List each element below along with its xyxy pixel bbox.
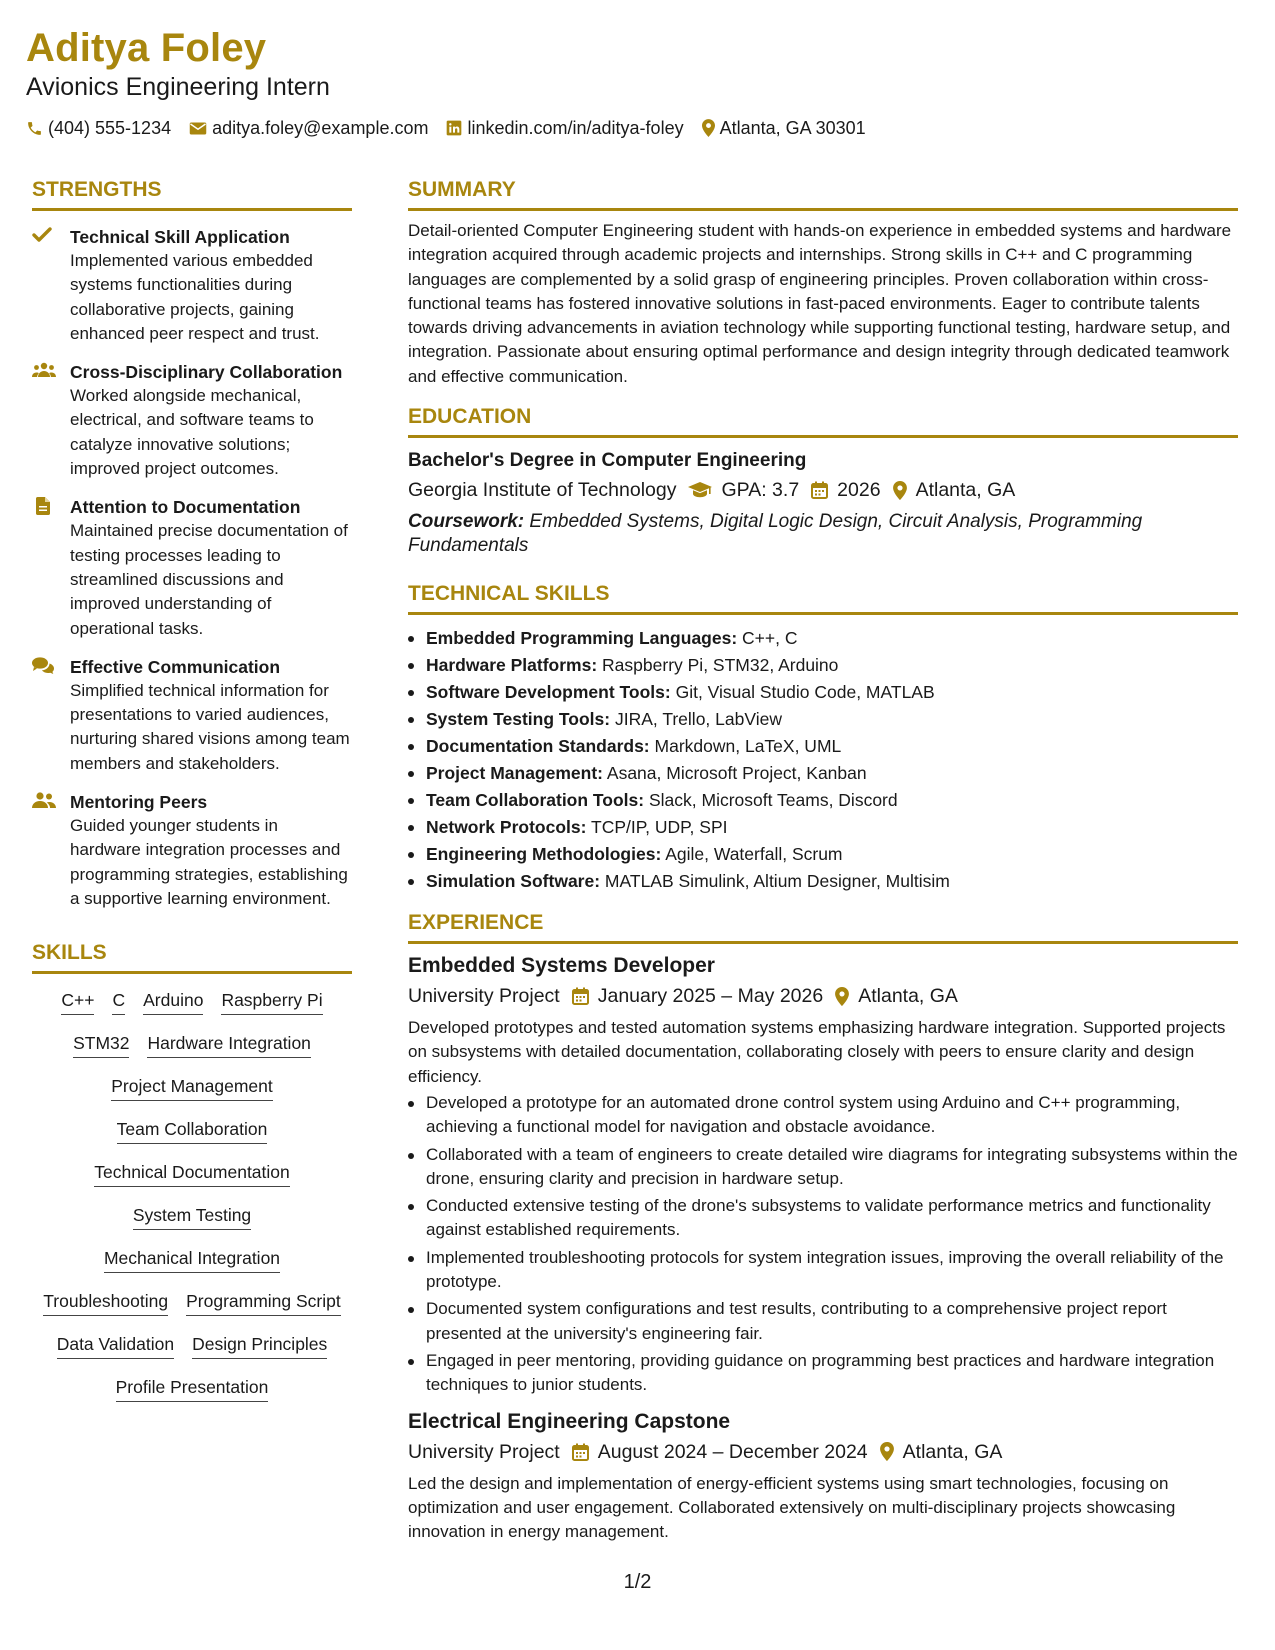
strength-title: Effective Communication <box>70 656 281 677</box>
users-group-icon <box>32 362 56 378</box>
calendar-icon <box>572 1443 589 1461</box>
chat-bubbles-icon <box>32 657 54 674</box>
summary-heading: SUMMARY <box>408 176 1238 211</box>
coursework-label: Coursework: <box>408 511 525 533</box>
strength-item <box>32 360 352 481</box>
technical-skills-section <box>408 580 1238 895</box>
skill-value: Asana, Microsoft Project, Kanban <box>606 763 867 784</box>
education-meta <box>408 476 1238 504</box>
location-pin-icon <box>702 119 715 137</box>
job-description: Led the design and implementation of energy-efficient systems using smart technologies, focusing on optimization and user engagement. Collaborated extensively on multi-disciplinary projects showcasing innovation in energy management. <box>408 1473 1176 1542</box>
skill-value: Git, Visual Studio Code, MATLAB <box>675 682 935 703</box>
contact-linkedin[interactable] <box>446 116 683 140</box>
user-pair-icon <box>32 792 56 808</box>
skill-label: Project Management: <box>426 763 603 784</box>
linkedin-icon <box>446 120 462 136</box>
skill-tag: Programming Script <box>186 1289 341 1316</box>
skill-label: Team Collaboration Tools: <box>426 790 645 811</box>
graduation-year: 2026 <box>837 479 881 502</box>
job-location: Atlanta, GA <box>858 985 958 1008</box>
strength-title: Mentoring Peers <box>70 792 208 813</box>
strength-title: Technical Skill Application <box>70 227 290 247</box>
candidate-name: Aditya Foley <box>26 26 267 70</box>
page-indicator: 1/2 <box>623 1571 652 1593</box>
strengths-heading: STRENGTHS <box>32 176 352 211</box>
list-item: Documented system configurations and test results, contributing to a comprehensive project report presented at the university's engineering fair. <box>408 1297 1238 1346</box>
skill-tag: Design Principles <box>192 1332 327 1359</box>
skill-tag: Profile Presentation <box>116 1375 269 1402</box>
list-item <box>408 733 1238 760</box>
skill-tag: Technical Documentation <box>94 1160 290 1187</box>
strength-desc: Worked alongside mechanical, electrical, and software teams to catalyze innovative solutions; improved project outcomes. <box>70 386 314 479</box>
strength-item <box>32 790 352 911</box>
list-item <box>408 625 1238 652</box>
skill-tag: Project Management <box>111 1074 272 1101</box>
skill-label: Engineering Methodologies: <box>426 844 662 865</box>
job-org: University Project <box>408 1440 560 1463</box>
job-meta <box>408 1438 1238 1466</box>
phone-icon <box>26 120 43 137</box>
job-bullets <box>408 1091 1238 1398</box>
skill-label: Network Protocols: <box>426 817 587 838</box>
skill-value: Raspberry Pi, STM32, Arduino <box>602 655 839 676</box>
list-item <box>408 679 1238 706</box>
contact-phone[interactable] <box>26 116 171 140</box>
strength-item <box>32 225 352 346</box>
phone-text: (404) 555-1234 <box>48 118 172 138</box>
right-column <box>408 176 1238 1544</box>
list-item <box>408 760 1238 787</box>
list-item: Engaged in peer mentoring, providing guidance on programming best practices and hardware integration techniques to junior students. <box>408 1349 1238 1398</box>
strength-desc: Maintained precise documentation of testing processes leading to streamlined discussions and improved understanding of operational tasks. <box>70 521 348 638</box>
contact-bar <box>26 116 1246 140</box>
degree-title: Bachelor's Degree in Computer Engineering <box>408 450 807 472</box>
strength-desc: Guided younger students in hardware integration processes and programming strategies, establishing a supportive learning environment. <box>70 816 348 908</box>
job-title: Electrical Engineering Capstone <box>408 1409 731 1433</box>
strength-desc: Implemented various embedded systems functionalities during collaborative projects, gaining enhanced peer respect and trust. <box>70 251 320 343</box>
skill-value: Slack, Microsoft Teams, Discord <box>648 790 898 811</box>
skills-heading: SKILLS <box>32 939 352 974</box>
skill-tag: Mechanical Integration <box>104 1246 280 1273</box>
location-pin-icon <box>880 1442 894 1461</box>
list-item <box>408 706 1238 733</box>
skill-value: Agile, Waterfall, Scrum <box>665 844 843 865</box>
email-text: aditya.foley@example.com <box>212 118 429 138</box>
checkmark-icon <box>32 227 52 243</box>
experience-section <box>408 909 1238 1544</box>
strength-item <box>32 655 352 776</box>
skill-tag: C++ <box>61 988 94 1015</box>
linkedin-text: linkedin.com/in/aditya-foley <box>467 118 684 138</box>
job-location: Atlanta, GA <box>902 1440 1003 1463</box>
education-heading: EDUCATION <box>408 403 1238 438</box>
job-description: Developed prototypes and tested automation systems emphasizing hardware integration. Supported projects on subsystems with detailed documentation, collaborating closely with peers to ensure clarity and design efficiency. <box>408 1018 1226 1086</box>
coursework <box>408 510 1238 558</box>
list-item <box>408 868 1238 895</box>
coursework-list: Embedded Systems, Digital Logic Design, Circuit Analysis, Programming Fundamentals <box>408 511 1143 557</box>
gpa-text: GPA: 3.7 <box>721 479 800 502</box>
list-item: Conducted extensive testing of the drone's subsystems to validate performance metrics and functionality against established requirements. <box>408 1194 1238 1243</box>
location-pin-icon <box>835 987 849 1006</box>
strength-title: Cross-Disciplinary Collaboration <box>70 362 343 383</box>
job-dates: August 2024 – December 2024 <box>597 1440 868 1463</box>
envelope-icon <box>189 121 207 136</box>
skill-label: Documentation Standards: <box>426 736 650 757</box>
calendar-icon <box>572 987 589 1005</box>
job-entry <box>408 1408 1238 1545</box>
summary-text: Detail-oriented Computer Engineering student with hands-on experience in embedded systems and hardware integration acquired through academic projects and internships. Strong skills in C++ and C programming languages are complemented by a solid grasp of engineering principles. Proven collaboration within cross-functional teams has fostered innovative solutions in fast-paced environments. Eager to contribute talents towards driving advancements in aviation technology while supporting functional testing, hardware setup, and integration. Passionate about ensuring optimal performance and design integrity through dedicated teamwork and effective communication. <box>408 221 1232 386</box>
experience-heading: EXPERIENCE <box>408 909 1238 944</box>
skill-label: System Testing Tools: <box>426 709 611 730</box>
list-item <box>408 841 1238 868</box>
technical-skills-list <box>408 625 1238 895</box>
document-icon <box>36 497 50 515</box>
skill-tag: System Testing <box>133 1203 251 1230</box>
list-item: Implemented troubleshooting protocols for system integration issues, improving the overall reliability of the prototype. <box>408 1246 1238 1295</box>
education-section <box>408 403 1238 558</box>
candidate-role: Avionics Engineering Intern <box>26 73 330 101</box>
skills-section <box>32 939 352 1402</box>
skill-tag: C <box>112 988 125 1015</box>
location-text: Atlanta, GA 30301 <box>719 118 866 138</box>
skill-value: TCP/IP, UDP, SPI <box>591 817 728 838</box>
skill-tag: Troubleshooting <box>43 1289 168 1316</box>
strength-item <box>32 495 352 640</box>
skill-value: MATLAB Simulink, Altium Designer, Multisim <box>604 871 950 892</box>
skill-label: Embedded Programming Languages: <box>426 628 738 649</box>
job-title: Embedded Systems Developer <box>408 954 715 978</box>
list-item <box>408 652 1238 679</box>
resume-header <box>26 24 1246 140</box>
skill-tag: Hardware Integration <box>147 1031 310 1058</box>
job-meta <box>408 982 1238 1010</box>
strength-title: Attention to Documentation <box>70 497 301 518</box>
contact-email[interactable] <box>189 116 428 140</box>
job-org: University Project <box>408 985 560 1008</box>
summary-section <box>408 176 1238 389</box>
list-item <box>408 814 1238 841</box>
calendar-icon <box>811 481 828 499</box>
skill-label: Simulation Software: <box>426 871 601 892</box>
location-pin-icon <box>893 481 907 500</box>
skill-value: Markdown, LaTeX, UML <box>654 736 842 757</box>
skill-value: JIRA, Trello, LabView <box>614 709 782 730</box>
skill-tag: Team Collaboration <box>117 1117 268 1144</box>
skill-tag: Arduino <box>143 988 203 1015</box>
job-dates: January 2025 – May 2026 <box>597 985 824 1008</box>
skills-tags <box>32 988 352 1402</box>
skill-tag: Raspberry Pi <box>221 988 322 1015</box>
school-name: Georgia Institute of Technology <box>408 479 677 502</box>
technical-skills-heading: TECHNICAL SKILLS <box>408 580 1238 615</box>
education-location: Atlanta, GA <box>915 479 1016 502</box>
skill-label: Software Development Tools: <box>426 682 671 703</box>
contact-location <box>702 116 866 140</box>
strength-desc: Simplified technical information for presentations to varied audiences, nurturing shared visions among team members and stakeholders. <box>70 680 350 773</box>
list-item <box>408 787 1238 814</box>
list-item: Collaborated with a team of engineers to create detailed wire diagrams for integrating subsystems within the drone, ensuring clarity and precision in hardware setup. <box>408 1143 1238 1192</box>
skill-value: C++, C <box>742 628 798 649</box>
skill-tag: Data Validation <box>57 1332 174 1359</box>
graduation-cap-icon <box>688 482 712 498</box>
job-entry <box>408 952 1238 1397</box>
skill-tag: STM32 <box>73 1031 129 1058</box>
skill-label: Hardware Platforms: <box>426 655 598 676</box>
left-column <box>32 176 352 1402</box>
list-item: Developed a prototype for an automated drone control system using Arduino and C++ programming, achieving a functional model for navigation and obstacle avoidance. <box>408 1091 1238 1140</box>
